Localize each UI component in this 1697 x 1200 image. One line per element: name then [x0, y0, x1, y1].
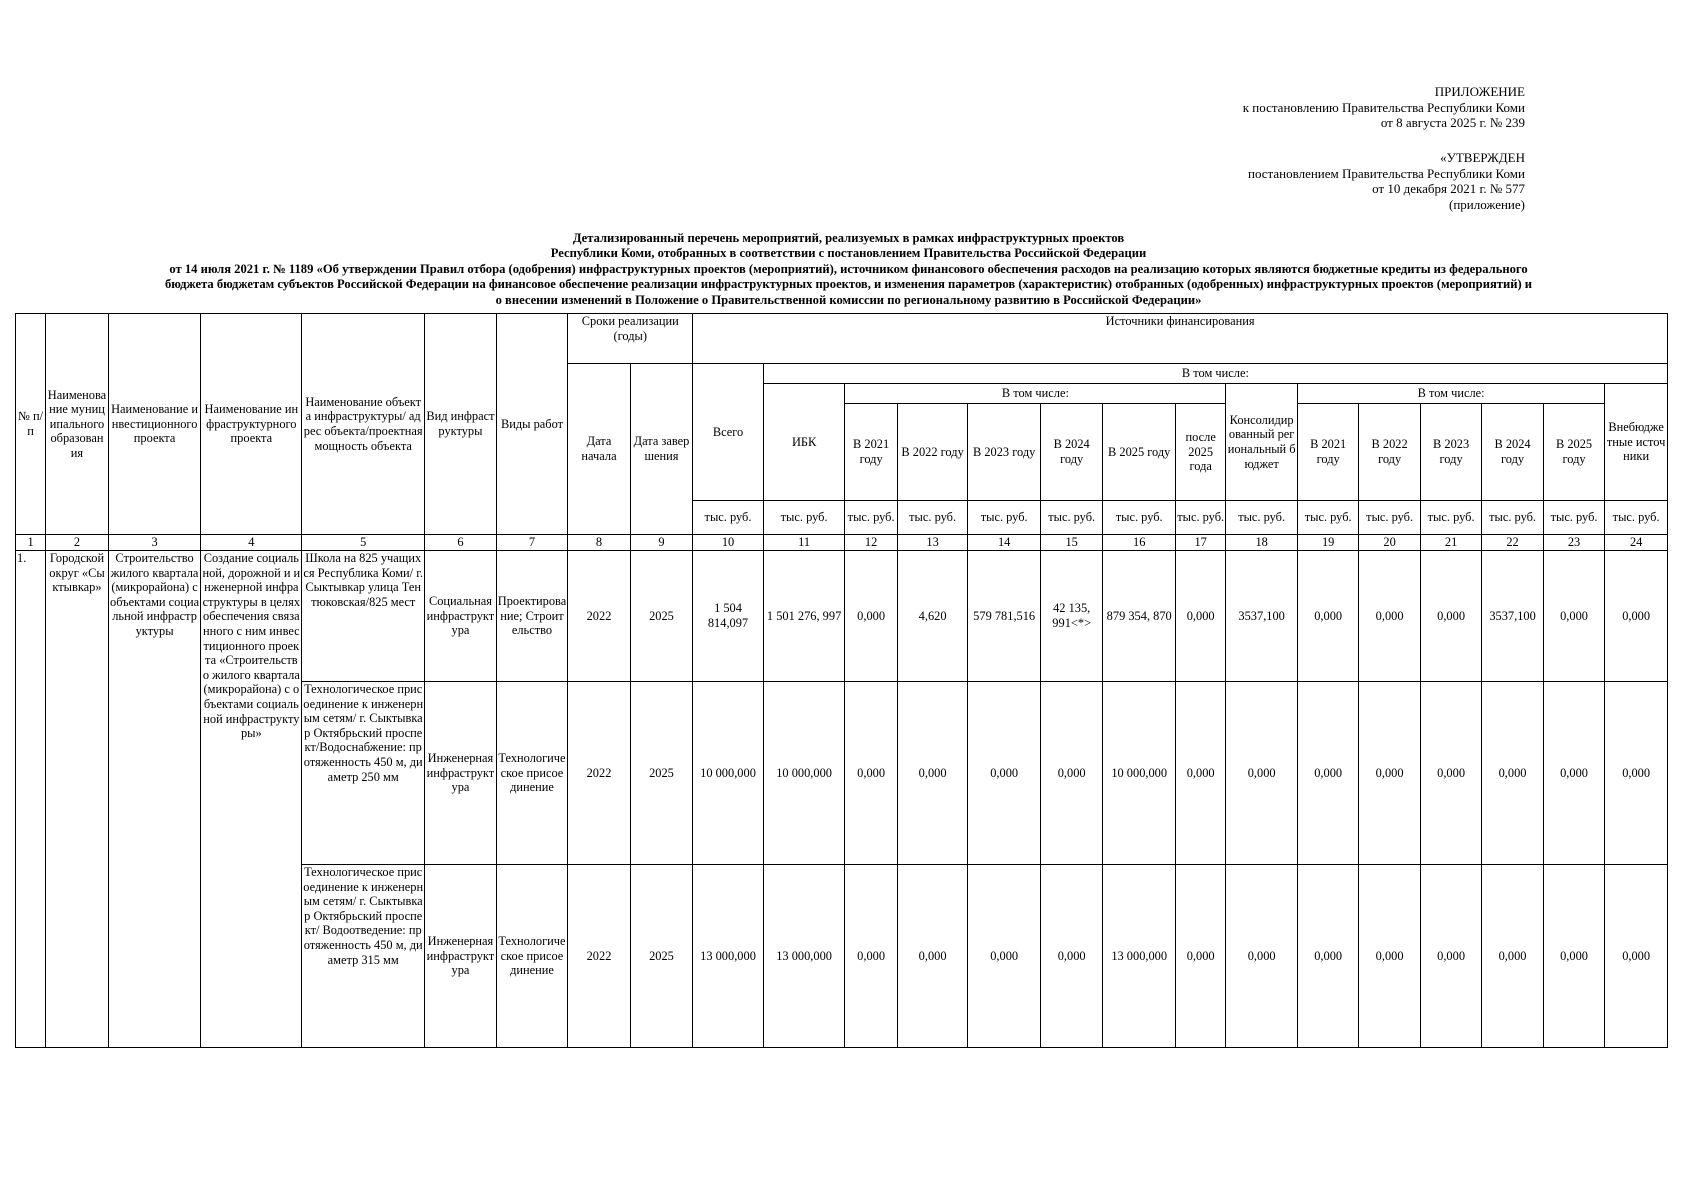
header-start: Дата начала: [568, 364, 630, 535]
header-cons-2023: В 2023 году: [1420, 404, 1481, 501]
object-cell: Технологическое присоединение к инженерным сетям/ г. Сыктывкар Октябрьский проспект/ Водоотведение: протяженность 450 м, диаметр 315 мм: [302, 865, 425, 1048]
infra-type-cell: Инженерная инфраструктура: [425, 865, 497, 1048]
value-cell: 0,000: [1359, 865, 1420, 1048]
header-terms: Сроки реализации (годы): [568, 314, 693, 364]
col-number: 6: [425, 535, 497, 551]
investment-project-cell: Строительство жилого квартала (микрорайона) с объектами социальной инфраструктуры: [108, 551, 201, 1048]
col-number: 16: [1103, 535, 1176, 551]
col-number: 20: [1359, 535, 1420, 551]
value-cell: 10 000,000: [1103, 682, 1176, 865]
col-number: 8: [568, 535, 630, 551]
col-number: 1: [16, 535, 46, 551]
header-infra-type: Вид инфраструктуры: [425, 314, 497, 535]
value-cell: 0,000: [1040, 682, 1102, 865]
unit-cell: тыс. руб.: [1297, 501, 1358, 535]
measures-table: [15, 313, 1668, 1048]
header-including: В том числе:: [763, 364, 1667, 384]
municipality-cell: Городской округ «Сыктывкар»: [46, 551, 108, 1048]
value-cell: 579 781,516: [968, 551, 1041, 682]
header-consolidated: Консолидированный региональный бюджет: [1226, 384, 1298, 501]
value-cell: 13 000,000: [693, 865, 764, 1048]
header-end: Дата завершения: [630, 364, 692, 535]
unit-cell: тыс. руб.: [845, 501, 897, 535]
value-cell: 0,000: [1297, 865, 1358, 1048]
header-infra-project: Наименование инфраструктурного проекта: [201, 314, 302, 535]
value-cell: 0,000: [1420, 682, 1481, 865]
col-number: 11: [763, 535, 845, 551]
header-cons-including: В том числе:: [1297, 384, 1604, 404]
col-number: 4: [201, 535, 302, 551]
header-ibk: ИБК: [763, 384, 845, 501]
col-number: 14: [968, 535, 1041, 551]
approved-line: «УТВЕРЖДЕН: [1440, 150, 1525, 165]
value-cell: 0,000: [1543, 682, 1604, 865]
infra-type-cell: Инженерная инфраструктура: [425, 682, 497, 865]
header-ibk-2021: В 2021 году: [845, 404, 897, 501]
header-num: № п/п: [16, 314, 46, 535]
value-cell: 3537,100: [1482, 551, 1543, 682]
unit-cell: тыс. руб.: [897, 501, 968, 535]
unit-cell: тыс. руб.: [1226, 501, 1298, 535]
header-total: Всего: [693, 364, 764, 501]
value-cell: 0,000: [1605, 551, 1668, 682]
appendix-line: к постановлению Правительства Республики Коми: [1242, 99, 1525, 115]
end-cell: 2025: [630, 682, 692, 865]
title-line: бюджета бюджетам субъектов Российской Федерации на финансовое обеспечение реализации инфраструктурных проектов, и изменения параметров (характеристик) отобранных (одобренных) инфраструктурных проектов (мероприятий) и: [164, 277, 1533, 292]
value-cell: 0,000: [1297, 682, 1358, 865]
col-number: 19: [1297, 535, 1358, 551]
start-cell: 2022: [568, 682, 630, 865]
title-line: Республики Коми, отобранных в соответствии с постановлением Правительства Российской Федерации: [550, 246, 1147, 261]
unit-cell: тыс. руб.: [693, 501, 764, 535]
value-cell: 0,000: [968, 865, 1041, 1048]
value-cell: 1 501 276, 997: [763, 551, 845, 682]
infra-project-cell: Создание социальной, дорожной и инженерной инфраструктуры в целях обеспечения связанного с ним инвестиционного проекта «Строительство жилого квартала (микрорайона) с объектами социальной инфраструктуры»: [201, 551, 302, 1048]
header-works: Виды работ: [496, 314, 568, 535]
value-cell: 0,000: [845, 551, 897, 682]
end-cell: 2025: [630, 551, 692, 682]
header-ibk-including: В том числе:: [845, 384, 1226, 404]
header-sources: Источники финансирования: [693, 314, 1668, 364]
infra-type-cell: Социальная инфраструктура: [425, 551, 497, 682]
header-extra-budget: Внебюджетные источники: [1605, 384, 1668, 501]
col-number: 3: [108, 535, 201, 551]
value-cell: 0,000: [1297, 551, 1358, 682]
value-cell: 0,000: [1040, 865, 1102, 1048]
col-number: 10: [693, 535, 764, 551]
value-cell: 13 000,000: [1103, 865, 1176, 1048]
header-municipality: Наименование муниципального образования: [46, 314, 108, 535]
value-cell: 10 000,000: [763, 682, 845, 865]
header-cons-2022: В 2022 году: [1359, 404, 1420, 501]
value-cell: 4,620: [897, 551, 968, 682]
value-cell: 0,000: [1543, 551, 1604, 682]
value-cell: 1 504 814,097: [693, 551, 764, 682]
title-line: Детализированный перечень мероприятий, реализуемых в рамках инфраструктурных проектов: [572, 231, 1125, 245]
approved-header: [1248, 150, 1525, 212]
table-row: [16, 551, 1668, 682]
object-cell: Школа на 825 учащихся Республика Коми/ г. Сыктывкар улица Тентюковская/825 мест: [302, 551, 425, 682]
title-line: от 14 июля 2021 г. № 1189 «Об утверждении Правил отбора (одобрения) инфраструктурных проектов (мероприятий), источником финансового обеспечения расходов на реализацию которых являются бюджетные кредиты из федерального: [169, 261, 1528, 276]
value-cell: 42 135, 991<*>: [1040, 551, 1102, 682]
approved-line: от 10 декабря 2021 г. № 577: [1372, 181, 1525, 196]
unit-cell: тыс. руб.: [968, 501, 1041, 535]
value-cell: 0,000: [845, 865, 897, 1048]
value-cell: 0,000: [1359, 682, 1420, 865]
col-number: 12: [845, 535, 897, 551]
approved-line: постановлением Правительства Республики Коми: [1248, 165, 1525, 181]
header-ibk-after-2025: после 2025 года: [1175, 404, 1225, 501]
col-number: 5: [302, 535, 425, 551]
value-cell: 0,000: [1605, 682, 1668, 865]
value-cell: 0,000: [1175, 551, 1225, 682]
value-cell: 0,000: [1482, 865, 1543, 1048]
row-number: 1.: [16, 551, 46, 1048]
value-cell: 0,000: [1226, 682, 1298, 865]
value-cell: 0,000: [968, 682, 1041, 865]
value-cell: 0,000: [897, 682, 968, 865]
col-number: 2: [46, 535, 108, 551]
appendix-line: от 8 августа 2025 г. № 239: [1380, 115, 1525, 130]
value-cell: 0,000: [1226, 865, 1298, 1048]
header-ibk-2025: В 2025 году: [1103, 404, 1176, 501]
title-line: о внесении изменений в Положение о Правительственной комиссии по региональному развитию в Российской Федерации»: [495, 292, 1202, 307]
value-cell: 13 000,000: [763, 865, 845, 1048]
col-number: 21: [1420, 535, 1481, 551]
header-cons-2024: В 2024 году: [1482, 404, 1543, 501]
approved-line: (приложение): [1448, 196, 1525, 212]
unit-cell: тыс. руб.: [1420, 501, 1481, 535]
value-cell: 0,000: [845, 682, 897, 865]
value-cell: 0,000: [1420, 865, 1481, 1048]
appendix-line: ПРИЛОЖЕНИЕ: [1434, 84, 1525, 99]
col-number: 15: [1040, 535, 1102, 551]
col-number: 7: [496, 535, 568, 551]
value-cell: 0,000: [897, 865, 968, 1048]
start-cell: 2022: [568, 865, 630, 1048]
end-cell: 2025: [630, 865, 692, 1048]
col-number: 18: [1226, 535, 1298, 551]
header-ibk-2024: В 2024 году: [1040, 404, 1102, 501]
unit-cell: тыс. руб.: [763, 501, 845, 535]
value-cell: 0,000: [1420, 551, 1481, 682]
value-cell: 879 354, 870: [1103, 551, 1176, 682]
document-title: [0, 231, 1697, 308]
col-number: 17: [1175, 535, 1225, 551]
unit-cell: тыс. руб.: [1040, 501, 1102, 535]
object-cell: Технологическое присоединение к инженерным сетям/ г. Сыктывкар Октябрьский проспект/Водоснабжение: протяженность 450 м, диаметр 250 мм: [302, 682, 425, 865]
header-ibk-2023: В 2023 году: [968, 404, 1041, 501]
value-cell: 0,000: [1359, 551, 1420, 682]
value-cell: 0,000: [1482, 682, 1543, 865]
appendix-header: [1243, 84, 1525, 131]
col-number: 9: [630, 535, 692, 551]
col-number: 24: [1605, 535, 1668, 551]
unit-cell: тыс. руб.: [1175, 501, 1225, 535]
works-cell: Технологическое присоединение: [496, 682, 568, 865]
unit-cell: тыс. руб.: [1359, 501, 1420, 535]
value-cell: 10 000,000: [693, 682, 764, 865]
works-cell: Проектирование; Строительство: [496, 551, 568, 682]
unit-cell: тыс. руб.: [1482, 501, 1543, 535]
unit-cell: тыс. руб.: [1103, 501, 1176, 535]
header-investment-project: Наименование инвестиционного проекта: [108, 314, 201, 535]
header-cons-2025: В 2025 году: [1543, 404, 1604, 501]
value-cell: 0,000: [1175, 865, 1225, 1048]
unit-cell: тыс. руб.: [1605, 501, 1668, 535]
col-number: 13: [897, 535, 968, 551]
value-cell: 0,000: [1543, 865, 1604, 1048]
unit-cell: тыс. руб.: [1543, 501, 1604, 535]
works-cell: Технологическое присоединение: [496, 865, 568, 1048]
start-cell: 2022: [568, 551, 630, 682]
value-cell: 0,000: [1605, 865, 1668, 1048]
header-ibk-2022: В 2022 году: [897, 404, 968, 501]
value-cell: 0,000: [1175, 682, 1225, 865]
value-cell: 3537,100: [1226, 551, 1298, 682]
col-number: 22: [1482, 535, 1543, 551]
header-object: Наименование объекта инфраструктуры/ адрес объекта/проектная мощность объекта: [302, 314, 425, 535]
column-numbers-row: [16, 535, 1668, 551]
col-number: 23: [1543, 535, 1604, 551]
header-cons-2021: В 2021 году: [1297, 404, 1358, 501]
